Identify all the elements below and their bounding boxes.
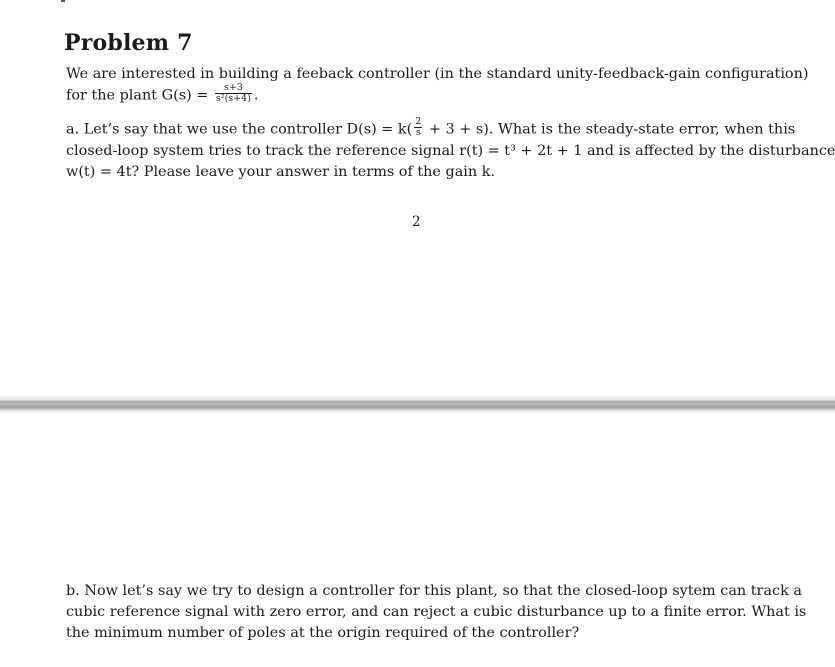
problem-title: Problem 7: [64, 30, 193, 56]
page-edge-mark: [61, 0, 65, 2]
plant-denominator: s²(s+4): [215, 93, 251, 104]
controller-fraction: [414, 117, 422, 138]
part-a-line-2: closed-loop system tries to track the reference signal r(t) = t³ + 2t + 1 and is affected by the disturbance: [66, 142, 835, 159]
part-a-line-1-suffix: + 3 + s). What is the steady-state error, when this: [424, 121, 796, 138]
intro-line-2-prefix: for the plant G(s) =: [66, 87, 213, 104]
part-a-line-1-prefix: a. Let’s say that we use the controller D(s) = k(: [66, 121, 413, 138]
page-number: 2: [412, 214, 421, 230]
problem-intro: [66, 64, 809, 107]
page-divider: [0, 396, 835, 414]
intro-line-1: We are interested in building a feeback controller (in the standard unity-feedback-gain configuration): [66, 66, 809, 82]
part-a-text: [66, 116, 835, 183]
part-b-text: [66, 581, 807, 644]
intro-line-2: [66, 82, 778, 107]
controller-denominator: s: [415, 127, 421, 138]
part-a-line-1: [66, 116, 796, 141]
part-b-line-2: cubic reference signal with zero error, and can reject a cubic disturbance up to a finite error. What is: [66, 604, 807, 620]
controller-numerator: 2: [415, 116, 422, 127]
part-a-line-3: w(t) = 4t? Please leave your answer in terms of the gain k.: [66, 163, 496, 180]
intro-line-2-suffix: .: [253, 87, 259, 104]
part-b-line-1: b. Now let’s say we try to design a controller for this plant, so that the closed-loop sytem can track a: [66, 583, 802, 599]
plant-numerator: s+3: [215, 83, 252, 94]
part-b-line-3: the minimum number of poles at the origin required of the controller?: [66, 625, 580, 641]
plant-fraction: [215, 83, 252, 104]
